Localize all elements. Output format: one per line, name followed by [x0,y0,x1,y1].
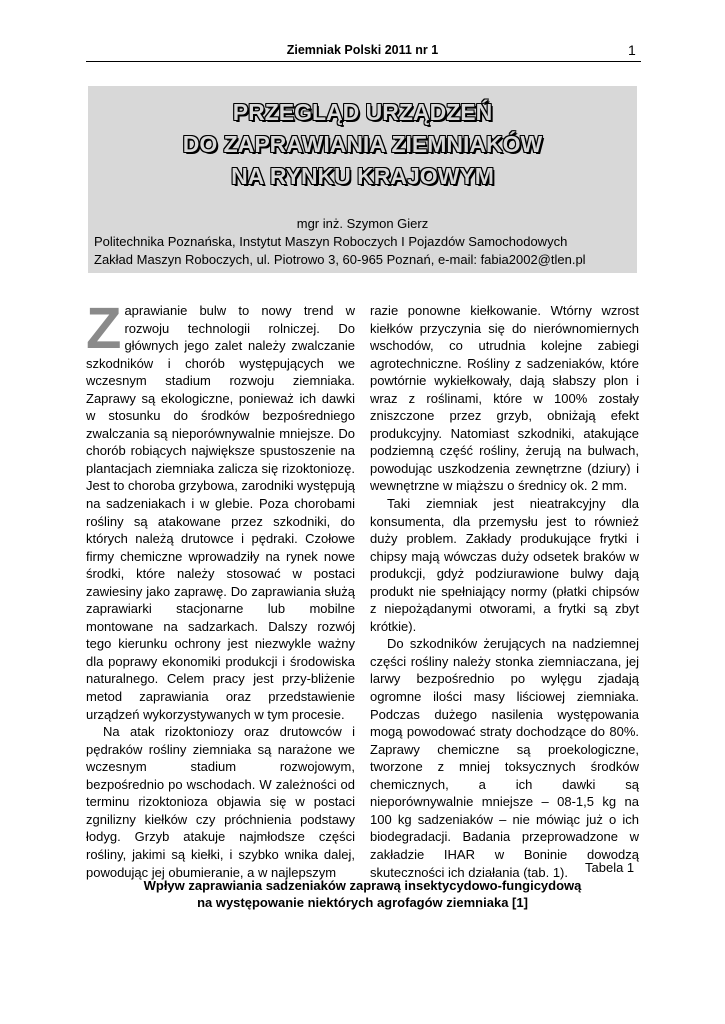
title-line-2: DO ZAPRAWIANIA ZIEMNIAKÓW [182,131,543,157]
article-title [88,96,637,192]
author: mgr inż. Szymon Gierz [296,216,429,231]
page-number: 1 [628,42,636,58]
paragraph-text: aprawianie bulw to nowy trend w rozwoju technologii rolniczej. Do głównych jego zalet należy zwalczanie szkodników i chorób występujących we wczesnym stadium rozwoju ziemniaka. Zaprawy są ekologiczne, ponieważ ich dawki w stosunku do środków bezpośredniego zwalczania są nieporównywalnie mniejsze. Do chorób robiących największe spustoszenie na plantacjach ziemniaka zalicza się rizoktoniozę. Jest to choroba grzybowa, zarodniki występują na sadzeniakach i w glebie. Poza chorobami rośliny są atakowane przez szkodniki, do których należą drutowce i pędraki. Czołowe firmy chemiczne wprowadziły na rynek nowe środki, które należy stosować w postaci zawiesiny jako zaprawę. Do zaprawiania służą zaprawiarki stacjonarne lub mobilne montowane na sadzarkach. Dalszy rozwój tego kierunku ochrony jest niezwykle ważny dla poprawy ekonomiki produkcji i środowiska naturalnego. Celem pracy jest przy-bliżenie metod zaprawiania oraz przedstawienie urządzeń wykorzystywanych w tym procesie. [86,303,355,722]
title-line-3: NA RYNKU KRAJOWYM [231,163,494,189]
paragraph: Taki ziemniak jest nieatrakcyjny dla konsumenta, dla przemysłu jest to również duży problem. Zakłady produkujące frytki i chipsy mają wówczas duży odsetek braków w produkcji, gdyż podziurawione bulwy dają produkt nie spełniający normy (płatki chipsów z niepożądanymi otworami, a frytki są zbyt krótkie). [370,496,639,634]
paragraph: Do szkodników żerujących na nadziemnej części rośliny należy stonka ziemniaczana, jej larwy bezpośrednio po wylęgu zjadają ogromne ilości masy liściowej ziemniaka. Podczas dużego nasilenia występowania mogą powodować straty dochodzące do 80%. Zaprawy chemiczne są proekologiczne, tworzone z mniej toksycznych środków chemicznych, a ich dawki są nieporównywalnie mniejsze – 08-1,5 kg na 100 kg sadzeniaków – nie mówiąc już o ich biodegradacji. Badania przeprowadzone w zakładzie IHAR w Boninie dowodzą skuteczności ich działania (tab. 1). [370,636,639,880]
affiliation-line-1: Politechnika Poznańska, Instytut Maszyn Roboczych I Pojazdów Samochodowych [94,234,568,249]
table-caption-line-2: na występowanie niektórych agrofagów ziemniaka [1] [197,895,528,910]
title-line-1: PRZEGLĄD URZĄDZEŃ [232,99,493,125]
header-rule [86,61,641,62]
paragraph: razie ponowne kiełkowanie. Wtórny wzrost kiełków przyczynia się do nierównomiernych wschodów, co utrudnia kolejne zabiegi agrotechniczne. Rośliny z sadzeniaków, które powtórnie wykiełkowały, dają słabszy plon i wraz z roślinami, które w 100% zostały zniszczone przez grzyb, obniżają efekt produkcyjny. Natomiast szkodniki, atakujące podziemną część rośliny, żerują na bulwach, powodując uszkodzenia zewnętrzne (dziury) i wewnętrzne w miąższu o średnicy ok. 2 mm. [370,303,639,494]
title-box [88,86,637,273]
table-caption-line-1: Wpływ zaprawiania sadzeniaków zaprawą insektycydowo-fungicydową [143,878,582,893]
paragraph [86,296,355,723]
affiliation-line-2: Zakład Maszyn Roboczych, ul. Piotrowo 3, 60-965 Poznań, e-mail: fabia2002@tlen.pl [94,252,586,267]
left-column [86,296,355,881]
drop-cap: Z [86,296,122,361]
paragraph: Na atak rizoktoniozy oraz drutowców i pędraków rośliny ziemniaka są narażone we wczesnym stadium rozwojowym, bezpośrednio po wschodach. W zależności od terminu rizoktonioza objawia się w postaci zgnilizny kiełków czy próchnienia podstawy łodyg. Grzyb atakuje najmłodsze części rośliny, jakimi są kiełki, i szybko wnika dalej, powodując jej obumieranie, a w najlepszym [86,724,355,880]
right-column [370,302,639,881]
table-label: Tabela 1 [585,860,635,875]
journal-header: Ziemniak Polski 2011 nr 1 [286,43,439,57]
table-caption [0,877,725,911]
affiliation [94,233,586,269]
